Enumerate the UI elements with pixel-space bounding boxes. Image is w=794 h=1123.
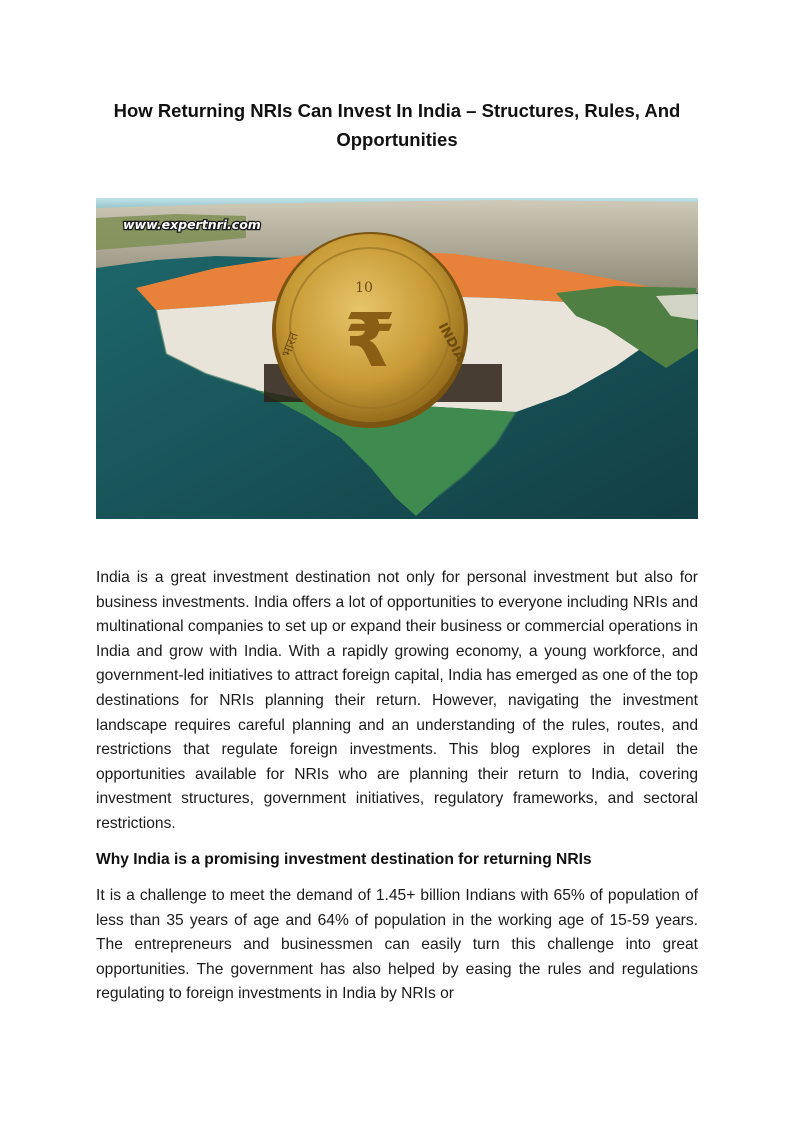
coin-country: INDIA: [434, 320, 468, 365]
coin-denomination: 10: [355, 280, 373, 296]
article-title: How Returning NRIs Can Invest In India – Structures, Rules, And Opportunities: [113, 100, 681, 150]
watermark: www.expertnri.com: [123, 217, 261, 232]
india-map-coin-illustration: [96, 198, 698, 519]
intro-paragraph: India is a great investment destination not only for personal investment but also for business investments. India offers a lot of opportunities to everyone including NRIs and multinational companies to set up or expand their business or commercial operations in India and grow with India. With a rapidly growing economy, a young workforce, and government-led initiatives to attract foreign capital, India has emerged as one of the top destinations for NRIs planning their return. However, navigating the investment landscape requires careful planning and an understanding of the rules, routes, and restrictions that regulate foreign investments. This blog explores in detail the opportunities available for NRIs who are planning their return to India, covering investment structures, government initiatives, regulatory frameworks, and sectoral restrictions.: [96, 569, 698, 832]
section-paragraph: It is a challenge to meet the demand of 1.45+ billion Indians with 65% of population of less than 35 years of age and 64% of population in the working age of 15-59 years. The entrepreneurs and businessmen can easily turn this challenge into great opportunities. The government has also helped by easing the rules and regulations regulating to foreign investments in India by NRIs or: [96, 887, 698, 1003]
coin-hindi-text: भारत: [279, 330, 303, 360]
hero-image: [96, 198, 698, 519]
rupee-symbol: ₹: [344, 298, 396, 384]
section-heading: Why India is a promising investment destination for returning NRIs: [96, 851, 592, 868]
